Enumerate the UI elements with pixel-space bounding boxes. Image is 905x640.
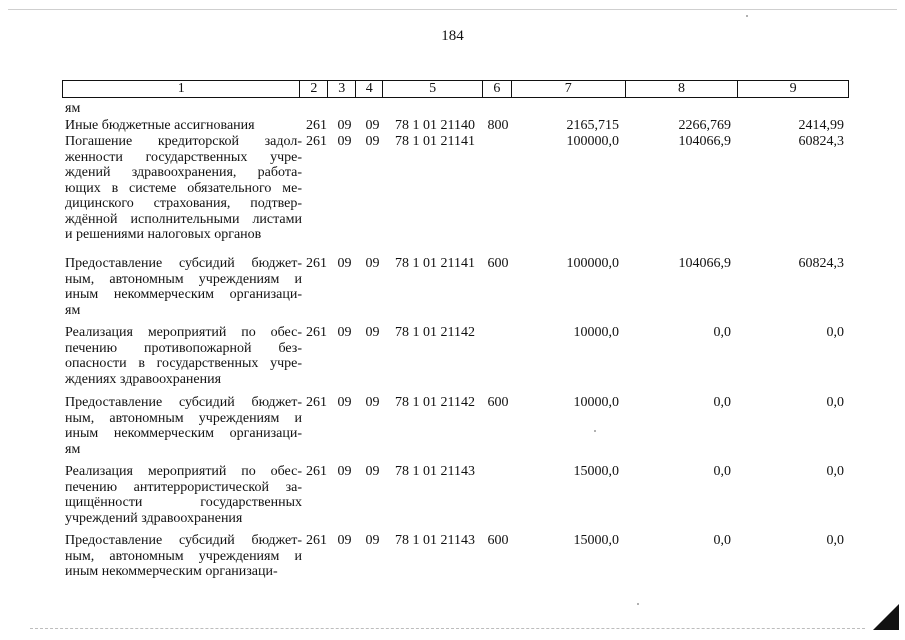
scan-speck [594,430,596,432]
cell-col-3: 09 [337,395,352,410]
cell-col-4: 09 [365,256,380,271]
row-name-line: ждений здравоохранения, работа- [65,165,302,180]
header-col-7: 7 [512,81,626,97]
header-col-3: 3 [328,81,356,97]
row-name-line: печению антитеррористической за- [65,479,302,495]
cell-col-8: 0,0 [713,395,731,410]
cell-col-5: 78 1 01 21143 [395,464,475,479]
row-name [65,395,302,457]
row-name [65,464,302,526]
row-name-line: ждённой исполнительными листами [65,211,302,227]
cell-col-2: 261 [306,325,327,340]
cell-col-2: 261 [306,134,327,149]
row-name [65,256,302,318]
cell-col-9: 0,0 [826,325,844,340]
header-col-1: 1 [63,81,300,97]
row-name-line: Реализация мероприятий по обес- [65,325,302,340]
cell-col-8: 0,0 [713,533,731,548]
cell-col-5: 78 1 01 21143 [395,533,475,548]
row-name [65,533,302,580]
row-name [65,101,302,117]
cell-col-5: 78 1 01 21142 [395,325,475,340]
table-header [62,80,849,98]
cell-col-7: 15000,0 [573,464,619,479]
header-col-6: 6 [483,81,512,97]
row-name-line: Предоставление субсидий бюджет- [65,395,302,410]
cell-col-4: 09 [365,325,380,340]
cell-col-5: 78 1 01 21141 [395,134,475,149]
cell-col-5: 78 1 01 21141 [395,256,475,271]
scan-speck [637,603,639,605]
row-name-line: Погашение кредиторской задол- [65,134,302,149]
row-name [65,134,302,243]
row-name-line: ям [65,101,81,116]
cell-col-7: 100000,0 [566,256,619,271]
row-name-line: щищённости государственных [65,495,302,510]
row-name-line: Предоставление субсидий бюджет- [65,533,302,548]
row-name-line: женности государственных учре- [65,149,302,165]
header-col-8: 8 [626,81,739,97]
row-name-line: ным, автономным учреждениям и [65,548,302,564]
corner-triangle-mark [873,604,899,630]
scan-bottom-edge [30,628,865,629]
cell-col-8: 0,0 [713,325,731,340]
row-name-line: Реализация мероприятий по обес- [65,464,302,479]
header-col-5: 5 [383,81,483,97]
cell-col-5: 78 1 01 21140 [395,118,475,133]
row-name [65,118,302,134]
cell-col-4: 09 [365,464,380,479]
cell-col-4: 09 [365,533,380,548]
cell-col-2: 261 [306,464,327,479]
row-name-line: Предоставление субсидий бюджет- [65,256,302,271]
row-name-line: иным некоммерческим организаци- [65,287,302,302]
header-col-4: 4 [356,81,383,97]
cell-col-3: 09 [337,256,352,271]
cell-col-3: 09 [337,533,352,548]
cell-col-3: 09 [337,134,352,149]
cell-col-2: 261 [306,533,327,548]
row-name-line: и решениями налоговых органов [65,227,262,242]
cell-col-4: 09 [365,134,380,149]
row-name-line: ным, автономным учреждениям и [65,271,302,287]
cell-col-7: 10000,0 [573,395,619,410]
cell-col-8: 2266,769 [678,118,731,133]
cell-col-6: 600 [487,533,509,548]
cell-col-9: 0,0 [826,464,844,479]
cell-col-2: 261 [306,395,327,410]
cell-col-4: 09 [365,395,380,410]
cell-col-9: 60824,3 [798,134,844,149]
cell-col-3: 09 [337,118,352,133]
row-name-line: ющих в системе обязательного ме- [65,180,302,196]
cell-col-9: 0,0 [826,533,844,548]
cell-col-8: 104066,9 [678,134,731,149]
cell-col-3: 09 [337,464,352,479]
page-number: 184 [441,28,464,44]
cell-col-6: 800 [487,118,509,133]
cell-col-7: 2165,715 [566,118,619,133]
scan-speck [746,15,748,17]
cell-col-9: 60824,3 [798,256,844,271]
row-name-line: печению противопожарной без- [65,340,302,356]
row-name-line: ждениях здравоохранения [65,371,222,387]
cell-col-5: 78 1 01 21142 [395,395,475,410]
cell-col-9: 0,0 [826,395,844,410]
header-col-9: 9 [789,81,797,96]
cell-col-7: 10000,0 [573,325,619,340]
cell-col-4: 09 [365,118,380,133]
row-name-line: иным некоммерческим организаци- [65,564,278,579]
row-name-line: учреждений здравоохранения [65,510,243,526]
cell-col-2: 261 [306,118,327,133]
row-name-line: иным некоммерческим организаци- [65,426,302,441]
row-name-line: опасности в государственных учре- [65,356,302,371]
cell-col-8: 104066,9 [678,256,731,271]
header-col-2: 2 [300,81,328,97]
row-name-line: ям [65,302,81,318]
row-name [65,325,302,387]
cell-col-8: 0,0 [713,464,731,479]
cell-col-6: 600 [487,395,509,410]
cell-col-3: 09 [337,325,352,340]
cell-col-7: 15000,0 [573,533,619,548]
row-name-line: дицинского страхования, подтвер- [65,196,302,211]
cell-col-7: 100000,0 [566,134,619,149]
cell-col-9: 2414,99 [798,118,844,133]
row-name-line: ям [65,441,81,457]
row-name-line: Иные бюджетные ассигнования [65,118,255,133]
cell-col-6: 600 [487,256,509,271]
scan-top-edge [8,9,897,10]
cell-col-2: 261 [306,256,327,271]
row-name-line: ным, автономным учреждениям и [65,410,302,426]
